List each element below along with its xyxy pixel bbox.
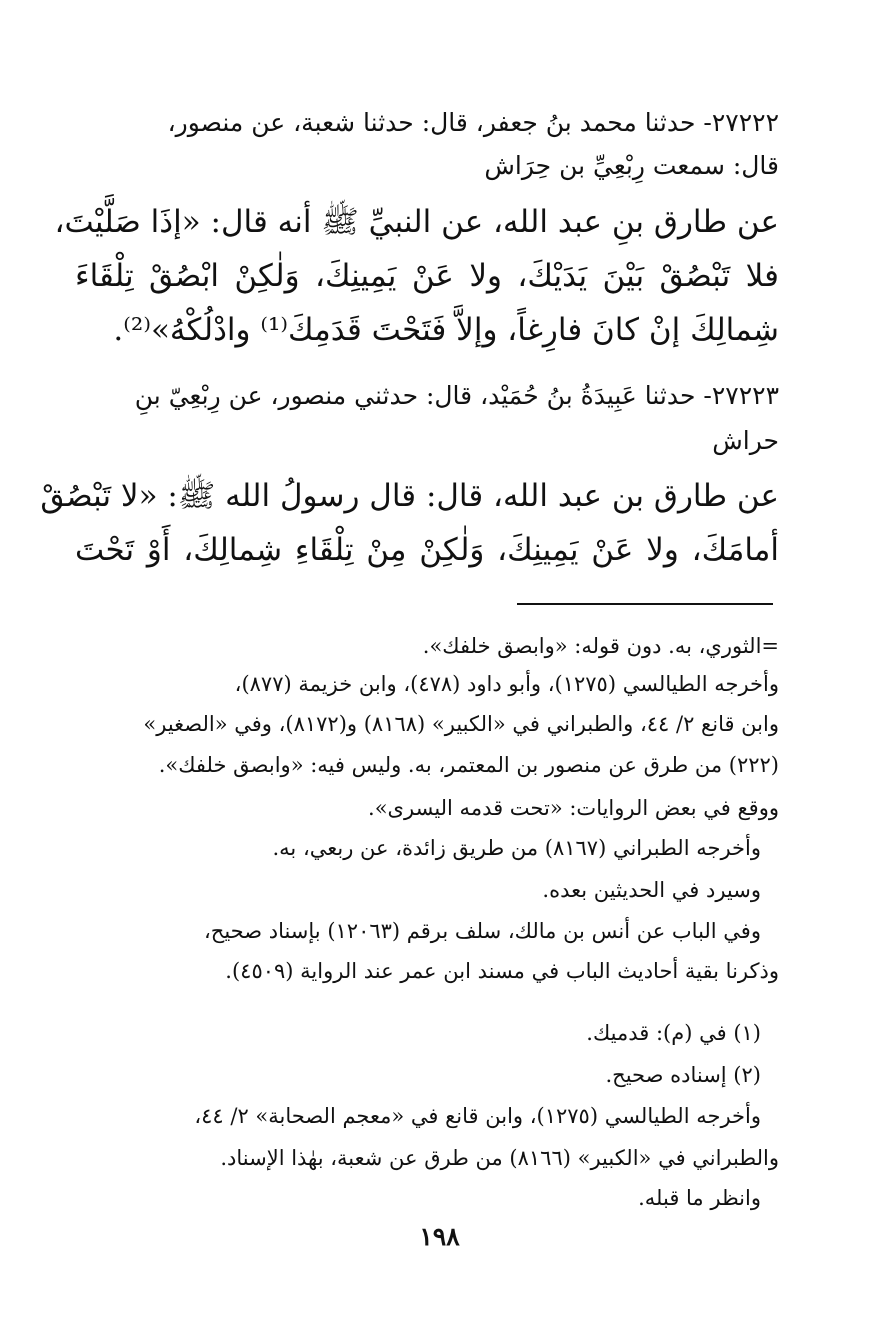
hadith-1-matn-line-2: فلا تَبْصُقْ بَيْنَ يَدَيْكَ، ولا عَنْ يَمِينِكَ، وَلٰكِنْ ابْصُقْ تِلْقَاءَ: [75, 258, 779, 294]
footnote-line: (٢٢٢) من طرق عن منصور بن المعتمر، به. وليس فيه: «وابصق خلفك».: [158, 753, 779, 777]
hadith-2-matn-line-2: أمامَكَ، ولا عَنْ يَمِينِكَ، وَلٰكِنْ مِنْ تِلْقَاءِ شِمالِكَ، أَوْ تَحْتَ: [75, 532, 779, 568]
footnote-line: وأخرجه الطيالسي (١٢٧٥)، وأبو داود (٤٧٨)، وابن خزيمة (٨٧٧)،: [234, 672, 779, 696]
footnote-line: ووقع في بعض الروايات: «تحت قدمه اليسرى».: [368, 796, 779, 820]
footnote-line: والطبراني في «الكبير» (٨١٦٦) من طرق عن شعبة، بهٰذا الإسناد.: [220, 1146, 779, 1170]
footnote-line: وسيرد في الحديثين بعده.: [542, 878, 761, 902]
footnote-1: (١) في (م): قدميك.: [586, 1021, 761, 1045]
hadith-2-matn-line-1: عن طارق بن عبد الله، قال: قال رسولُ الله ﷺ: «لا تَبْصُقْ: [40, 478, 779, 514]
hadith-1-isnad-line-1: ٢٧٢٢٢- حدثنا محمد بنُ جعفر، قال: حدثنا شعبة، عن منصور،: [167, 108, 779, 137]
hadith-1-matn-line-3: شِمالِكَ إنْ كانَ فارِغاً، وإلاَّ فَتَحْتَ قَدَمِكَ⁽¹⁾ وادْلُكْهُ»⁽²⁾.: [113, 312, 779, 348]
footnote-line: وفي الباب عن أنس بن مالك، سلف برقم (١٢٠٦٣) بإسناد صحيح،: [203, 919, 761, 943]
footnote-line: وذكرنا بقية أحاديث الباب في مسند ابن عمر عند الرواية (٤٥٠٩).: [225, 959, 779, 983]
hadith-2-isnad-line-1: ٢٧٢٢٣- حدثنا عَبِيدَةُ بنُ حُمَيْد، قال: حدثني منصور، عن رِبْعِيّ بنِ: [134, 381, 779, 410]
page-number: ١٩٨: [419, 1222, 460, 1251]
hadith-2-isnad-line-2: حراش: [712, 426, 779, 455]
hadith-1-matn-line-1: عن طارق بنِ عبد الله، عن النبيِّ ﷺ أنه قال: «إذَا صَلَّيْتَ،: [54, 204, 779, 240]
hadith-1-isnad-line-2: قال: سمعت رِبْعِيِّ بن حِرَاش: [484, 151, 779, 180]
footnote-2: (٢) إسناده صحيح.: [605, 1063, 761, 1087]
footnote-line: وأخرجه الطيالسي (١٢٧٥)، وابن قانع في «معجم الصحابة» ٢/ ٤٤،: [194, 1104, 761, 1128]
footnote-separator: [517, 603, 773, 605]
footnote-line: وأخرجه الطبراني (٨١٦٧) من طريق زائدة، عن ربعي، به.: [272, 836, 761, 860]
footnote-line: =الثوري، به. دون قوله: «وابصق خلفك».: [422, 634, 779, 658]
footnote-line: وابن قانع ٢/ ٤٤، والطبراني في «الكبير» (٨١٦٨) و(٨١٧٢)، وفي «الصغير»: [143, 712, 779, 736]
footnote-line: وانظر ما قبله.: [638, 1186, 761, 1210]
